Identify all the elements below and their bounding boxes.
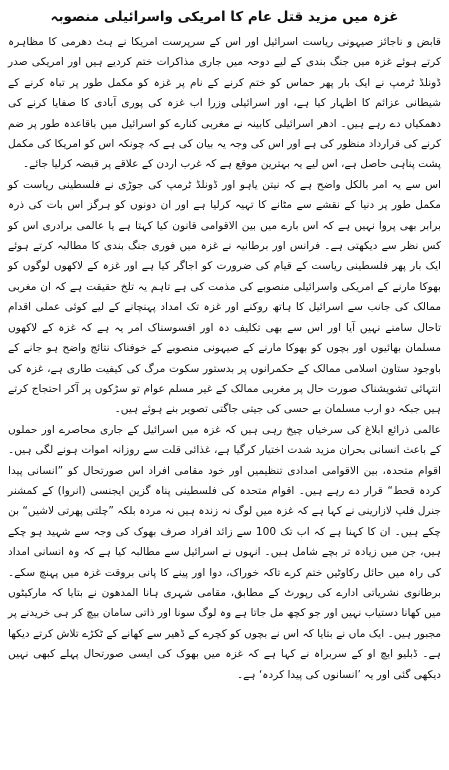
article-paragraph-2: اس سے یہ امر بالکل واضح ہے کہ نیتن یاہو اور ڈونلڈ ٹرمپ کی جوڑی نے فلسطینی ریاست کو مکمل طور پر دنیا کے نقشے سے مٹانے کا تہیہ کرلیا ہے اور ان دونوں کو ہرگز اس بات کی ذرہ برابر بھی پروا نہیں ہے کہ اس بارے میں بین الاقوامی قانون کیا کہتا ہے یا عالمی برادری اس کو کس نظر سے دیکھتی ہے۔ فرانس اور برطانیہ نے غزہ میں فوری جنگ بندی کا مطالبہ کرتے ہوئے ایک بار پھر فلسطینی ریاست کے قیام کی ضرورت کو اجاگر کیا ہے اور غزہ کے لاکھوں لوگوں کو بھوکا مارنے کے امریکی واسرائیلی منصوبے کی مذمت کی ہے تاہم یہ تلخ حقیقت ہے کہ ان مغربی ممالک کی جانب سے اسرائیل کا ہاتھ روکنے اور غزہ تک امداد پہنچانے کے لیے کوئی عملی اقدام تاحال سامنے نہیں آیا اور اس سے بھی تکلیف دہ اور افسوسناک امر یہ ہے کہ غزہ کے لاکھوں مسلمان بھائیوں اور بچوں کو بھوکا مارنے کے صیہونی منصوبے کے خوفناک نتائج واضح ہو جانے کے باوجود ستاون اسلامی ممالک کے حکمرانوں پر بدستور سکوت مرگ کی کیفیت طاری ہے، غزہ کی انتہائی تشویشناک صورت حال پر مغربی ممالک کے غیر مسلم عوام تو سڑکوں پر آکر احتجاج کرتے ہیں جبکہ دو ارب مسلمان بے حسی کی جیتی جاگتی تصویر بنے ہوئے ہیں۔ — [8, 178, 441, 416]
article-paragraph-3: عالمی ذرائع ابلاغ کی سرخیاں چیخ رہی ہیں کہ غزہ میں اسرائیل کے جاری محاصرے اور حملوں کے باعث انسانی بحران مزید شدت اختیار کرگیا ہے، غذائی قلت سے روزانہ اموات ہونے لگی ہیں۔ اقوام متحدہ، بین الاقوامی امدادی تنظیمیں اور خود مقامی افراد اس صورتحال کو ”انسانی پیدا کردہ قحط“ قرار دے رہے ہیں۔ اقوام متحدہ کی فلسطینی پناہ گزین ایجنسی (انروا) کے کمشنر جنرل فلپ لازارینی نے کہا ہے کہ غزہ میں لوگ نہ زندہ ہیں نہ مردہ بلکہ ”چلتی پھرتی لاشیں“ بن چکے ہیں۔ ان کا کہنا ہے کہ اب تک 100 سے زائد افراد صرف بھوک کی وجہ سے شہید ہو چکے ہیں، جن میں زیادہ تر بچے شامل ہیں۔ انہوں نے اسرائیل سے مطالبہ کیا ہے کہ وہ انسانی امداد کی راہ میں حائل رکاوٹیں ختم کرے تاکہ خوراک، دوا اور پینے کا پانی بروقت غزہ میں پہنچ سکے۔ برطانوی نشریاتی ادارے کی رپورٹ کے مطابق، مقامی شہری ہانا المدھون نے بتایا کہ مارکیٹوں میں کھانا دستیاب نہیں اور جو کچھ مل جاتا ہے وہ لوگ سونا اور ذاتی سامان بیچ کر ہی خریدنے پر مجبور ہیں۔ ایک ماں نے بتایا کہ اس نے بچوں کو کچرے کے ڈھیر سے کھانے کے ٹکڑے تلاش کرتے دیکھا ہے۔ ڈبلیو ایچ او کے سربراہ نے کہا ہے کہ غزہ میں بھوک کی ایسی صورتحال پہلے کبھی نہیں دیکھی گئی اور یہ ’انسانوں کی پیدا کردہ‘ ہے۔ — [8, 423, 441, 681]
article-paragraph-1: قابض و ناجائز صیہونی ریاست اسرائیل اور اس کے سرپرست امریکا نے ہٹ دھرمی کا مظاہرہ کرتے ہوئے غزہ میں جنگ بندی کے لیے دوحہ میں جاری مذاکرات ختم کردیے ہیں اور امریکی صدر ڈونلڈ ٹرمپ نے ایک بار پھر حماس کو ختم کرنے کے نام پر غزہ کو مکمل طور پر تباہ کرنے کے شیطانی عزائم کا اظہار کیا ہے، اور اسرائیلی وزرا اب غزہ کی پوری آبادی کا صفایا کرنے کی دھمکیاں دے رہے ہیں۔ ادھر اسرائیلی کابینہ نے مغربی کنارے کو اسرائیل میں باقاعدہ طور پر ضم کرنے کی قرارداد منظور کی ہے اور اس کی وجہ یہ بیان کی ہے کہ چونکہ اس کو امریکا کی مکمل پشت پناہی حاصل ہے، اس لیے یہ بہترین موقع ہے کہ غرب اردن کے علاقے پر قبضہ کرلیا جائے۔ — [8, 36, 441, 171]
article-body — [8, 32, 441, 685]
article-headline: غزہ میں مزید قتل عام کا امریکی واسرائیلی منصوبہ — [50, 9, 399, 25]
